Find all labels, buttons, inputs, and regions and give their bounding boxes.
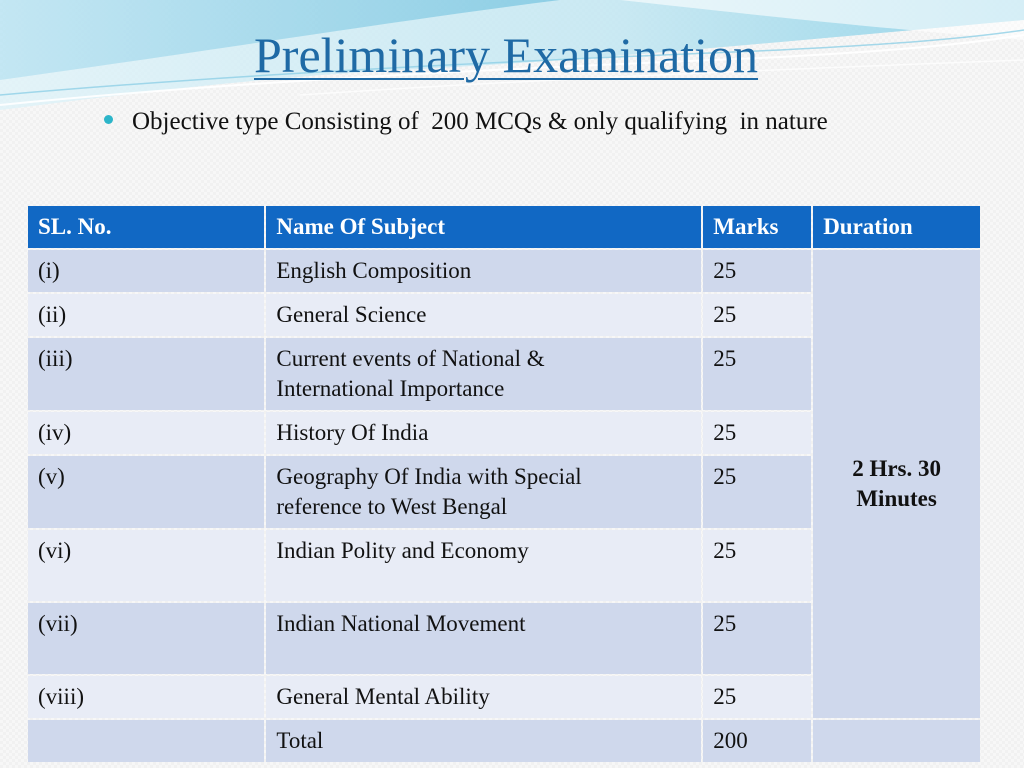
marks-cell: 25	[703, 603, 811, 674]
sl-cell: (iii)	[28, 338, 264, 410]
total-row	[28, 720, 980, 762]
marks-cell: 25	[703, 338, 811, 410]
marks-cell: 25	[703, 250, 811, 292]
subject-line: English Composition	[276, 258, 472, 283]
exam-table	[26, 204, 982, 764]
subject-line: International Importance	[276, 376, 505, 401]
subject-cell	[266, 338, 701, 410]
subject-cell	[266, 250, 701, 292]
header-duration: Duration	[813, 206, 980, 248]
bullet-icon	[104, 115, 113, 124]
duration-cell	[813, 250, 980, 718]
sl-cell: (vii)	[28, 603, 264, 674]
subject-line: Indian National Movement	[276, 611, 526, 636]
subject-cell	[266, 412, 701, 454]
marks-cell: 25	[703, 456, 811, 528]
marks-cell: 25	[703, 294, 811, 336]
header-sl-no: SL. No.	[28, 206, 264, 248]
sl-cell: (viii)	[28, 676, 264, 718]
subject-cell	[266, 676, 701, 718]
subject-cell	[266, 294, 701, 336]
subject-line: General Mental Ability	[276, 684, 490, 709]
sl-cell: (v)	[28, 456, 264, 528]
marks-cell: 25	[703, 676, 811, 718]
sl-cell: (ii)	[28, 294, 264, 336]
total-marks: 200	[703, 720, 811, 762]
duration-line: 2 Hrs. 30	[852, 456, 941, 481]
total-empty-cell	[28, 720, 264, 762]
subject-line: Indian Polity and Economy	[276, 538, 529, 563]
duration-line: Minutes	[856, 486, 937, 511]
sl-cell: (i)	[28, 250, 264, 292]
sl-cell: (iv)	[28, 412, 264, 454]
subject-line: General Science	[276, 302, 427, 327]
sl-cell: (vi)	[28, 530, 264, 601]
header-subject: Name Of Subject	[266, 206, 701, 248]
subject-line: reference to West Bengal	[276, 494, 508, 519]
total-empty-cell	[813, 720, 980, 762]
subject-cell	[266, 603, 701, 674]
bullet-text: Objective type Consisting of 200 MCQs & only qualifying in nature	[132, 108, 828, 135]
table-header-row	[28, 206, 980, 248]
table-row	[28, 250, 980, 292]
subject-line: Geography Of India with Special	[276, 464, 582, 489]
subject-cell	[266, 456, 701, 528]
marks-cell: 25	[703, 412, 811, 454]
marks-cell: 25	[703, 530, 811, 601]
subject-line: Current events of National &	[276, 346, 545, 371]
subject-cell	[266, 530, 701, 601]
total-label: Total	[266, 720, 701, 762]
bullet-item	[104, 108, 828, 136]
slide-title: Preliminary Examination	[254, 27, 759, 83]
subject-line: History Of India	[276, 420, 429, 445]
header-marks: Marks	[703, 206, 811, 248]
